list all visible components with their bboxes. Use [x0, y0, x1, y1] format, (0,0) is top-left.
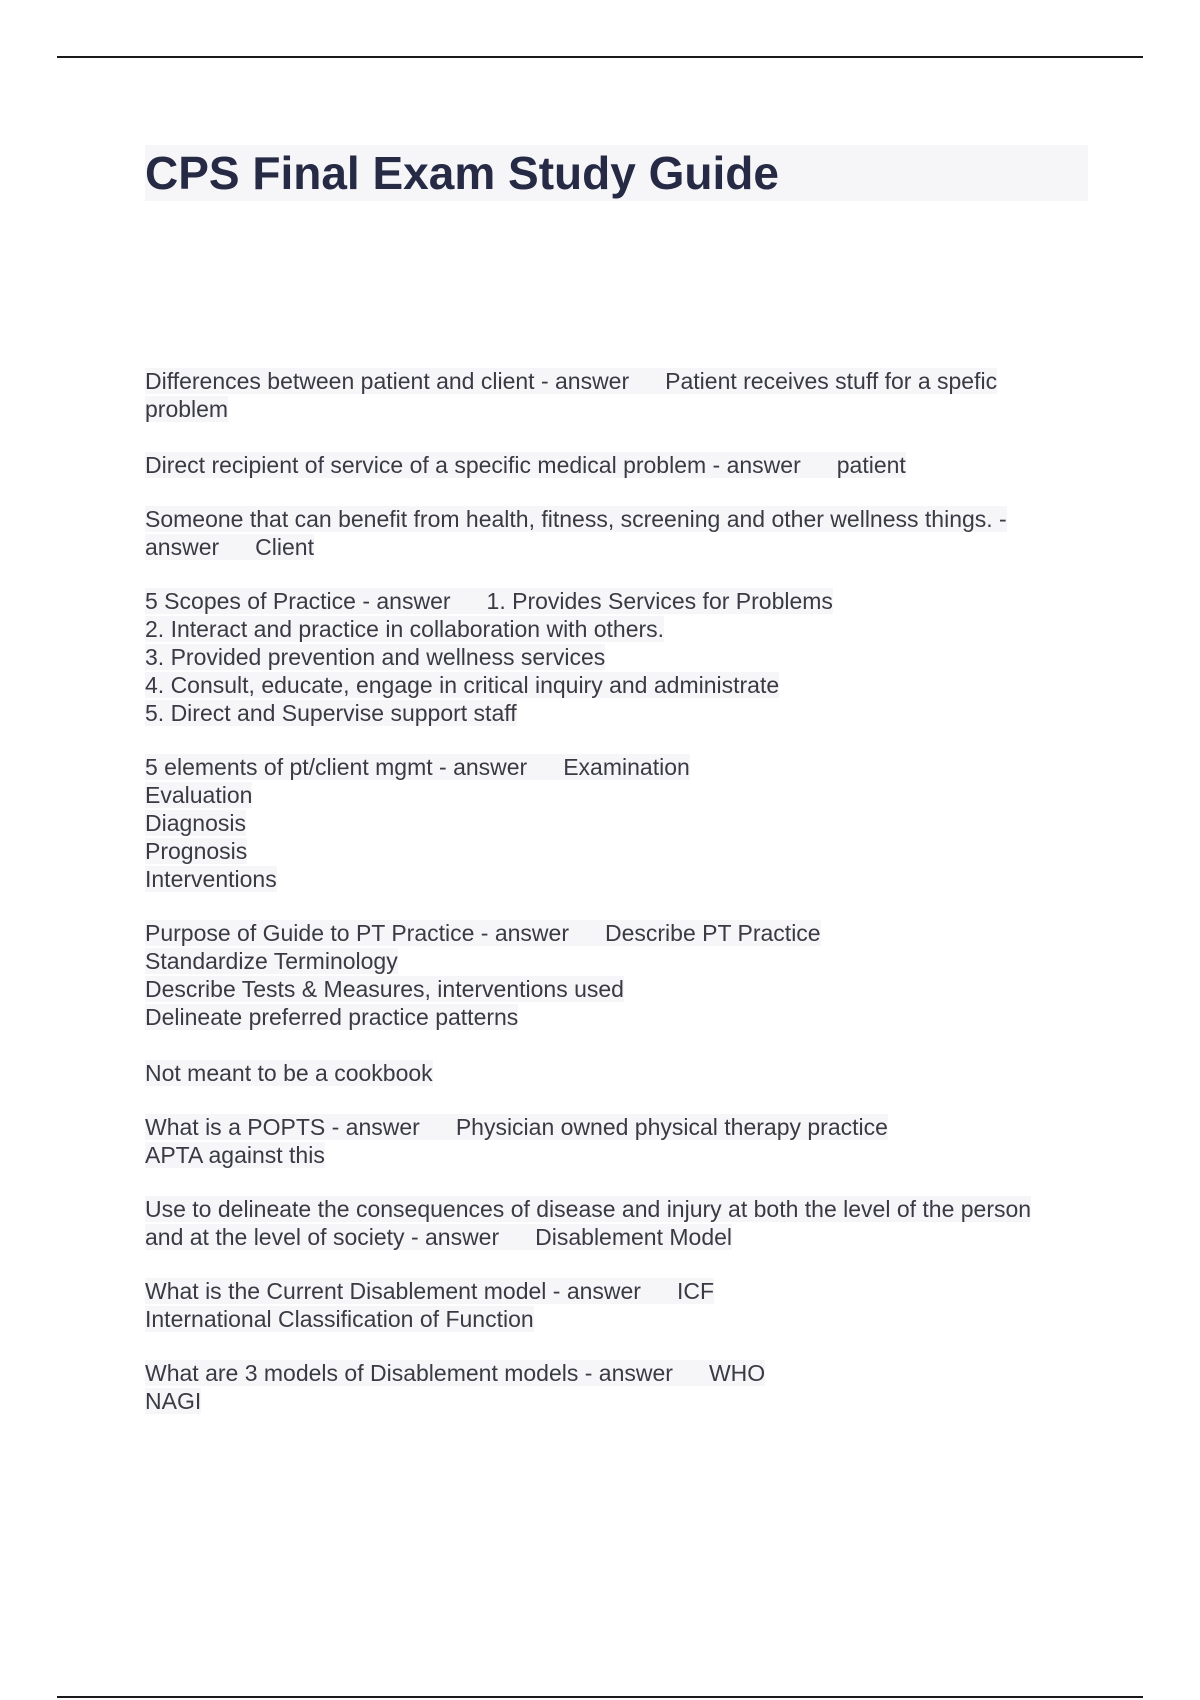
- card-definition: Physician owned physical therapy practice: [455, 1114, 888, 1140]
- card-term: Someone that can benefit from health, fitness, screening and other wellness things. -: [145, 506, 1007, 532]
- card-definition: Delineate preferred practice patterns: [145, 1004, 519, 1030]
- card-definition: ICF: [676, 1278, 715, 1304]
- card-definition: 1. Provides Services for Problems: [486, 588, 833, 614]
- flashcard: [145, 451, 1095, 479]
- card-term: What are 3 models of Disablement models - answer: [145, 1360, 673, 1386]
- card-term: What is a POPTS - answer: [145, 1114, 420, 1140]
- card-definition: patient: [836, 452, 906, 478]
- title-block: [145, 145, 1088, 201]
- card-definition: 3. Provided prevention and wellness services: [145, 644, 606, 670]
- card-definition: International Classification of Function: [145, 1306, 534, 1332]
- card-term: 5 Scopes of Practice - answer: [145, 588, 451, 614]
- flashcard: [145, 1195, 1095, 1251]
- card-term: Direct recipient of service of a specific medical problem - answer: [145, 452, 801, 478]
- card-definition: problem: [145, 396, 229, 422]
- card-term-continued: answer: [145, 534, 220, 560]
- card-definition: WHO: [708, 1360, 766, 1386]
- card-definition: Describe Tests & Measures, interventions used: [145, 976, 624, 1002]
- flashcard: [145, 1277, 1095, 1333]
- card-definition: Prognosis: [145, 838, 248, 864]
- card-definition: 4. Consult, educate, engage in critical inquiry and administrate: [145, 672, 780, 698]
- card-definition: Client: [255, 534, 314, 560]
- flashcard: [145, 367, 1095, 423]
- top-rule: [57, 56, 1143, 58]
- page-title: CPS Final Exam Study Guide: [145, 147, 779, 199]
- flashcard: [145, 587, 1095, 727]
- card-definition: Describe PT Practice: [605, 920, 821, 946]
- card-definition: Not meant to be a cookbook: [145, 1060, 433, 1086]
- card-definition: Examination: [563, 754, 690, 780]
- flashcard: [145, 1359, 1095, 1415]
- card-term: Differences between patient and client - answer: [145, 368, 630, 394]
- flashcard: [145, 505, 1095, 561]
- flashcard-list: [145, 367, 1095, 1415]
- card-definition: Diagnosis: [145, 810, 246, 836]
- card-term-continued: and at the level of society - answer: [145, 1224, 500, 1250]
- flashcard: [145, 919, 1095, 1087]
- card-definition: NAGI: [145, 1388, 202, 1414]
- bottom-rule: [57, 1696, 1143, 1698]
- card-definition: Standardize Terminology: [145, 948, 398, 974]
- card-definition: Evaluation: [145, 782, 253, 808]
- card-definition: Interventions: [145, 866, 277, 892]
- card-term: Purpose of Guide to PT Practice - answer: [145, 920, 569, 946]
- card-definition: APTA against this: [145, 1142, 325, 1168]
- card-definition: 5. Direct and Supervise support staff: [145, 700, 517, 726]
- card-term: What is the Current Disablement model - answer: [145, 1278, 641, 1304]
- card-definition: Patient receives stuff for a spefic: [665, 368, 998, 394]
- card-definition: Disablement Model: [535, 1224, 733, 1250]
- card-term: 5 elements of pt/client mgmt - answer: [145, 754, 528, 780]
- card-term: Use to delineate the consequences of disease and injury at both the level of the person: [145, 1196, 1032, 1222]
- flashcard: [145, 1113, 1095, 1169]
- card-definition: 2. Interact and practice in collaboration with others.: [145, 616, 665, 642]
- flashcard: [145, 753, 1095, 893]
